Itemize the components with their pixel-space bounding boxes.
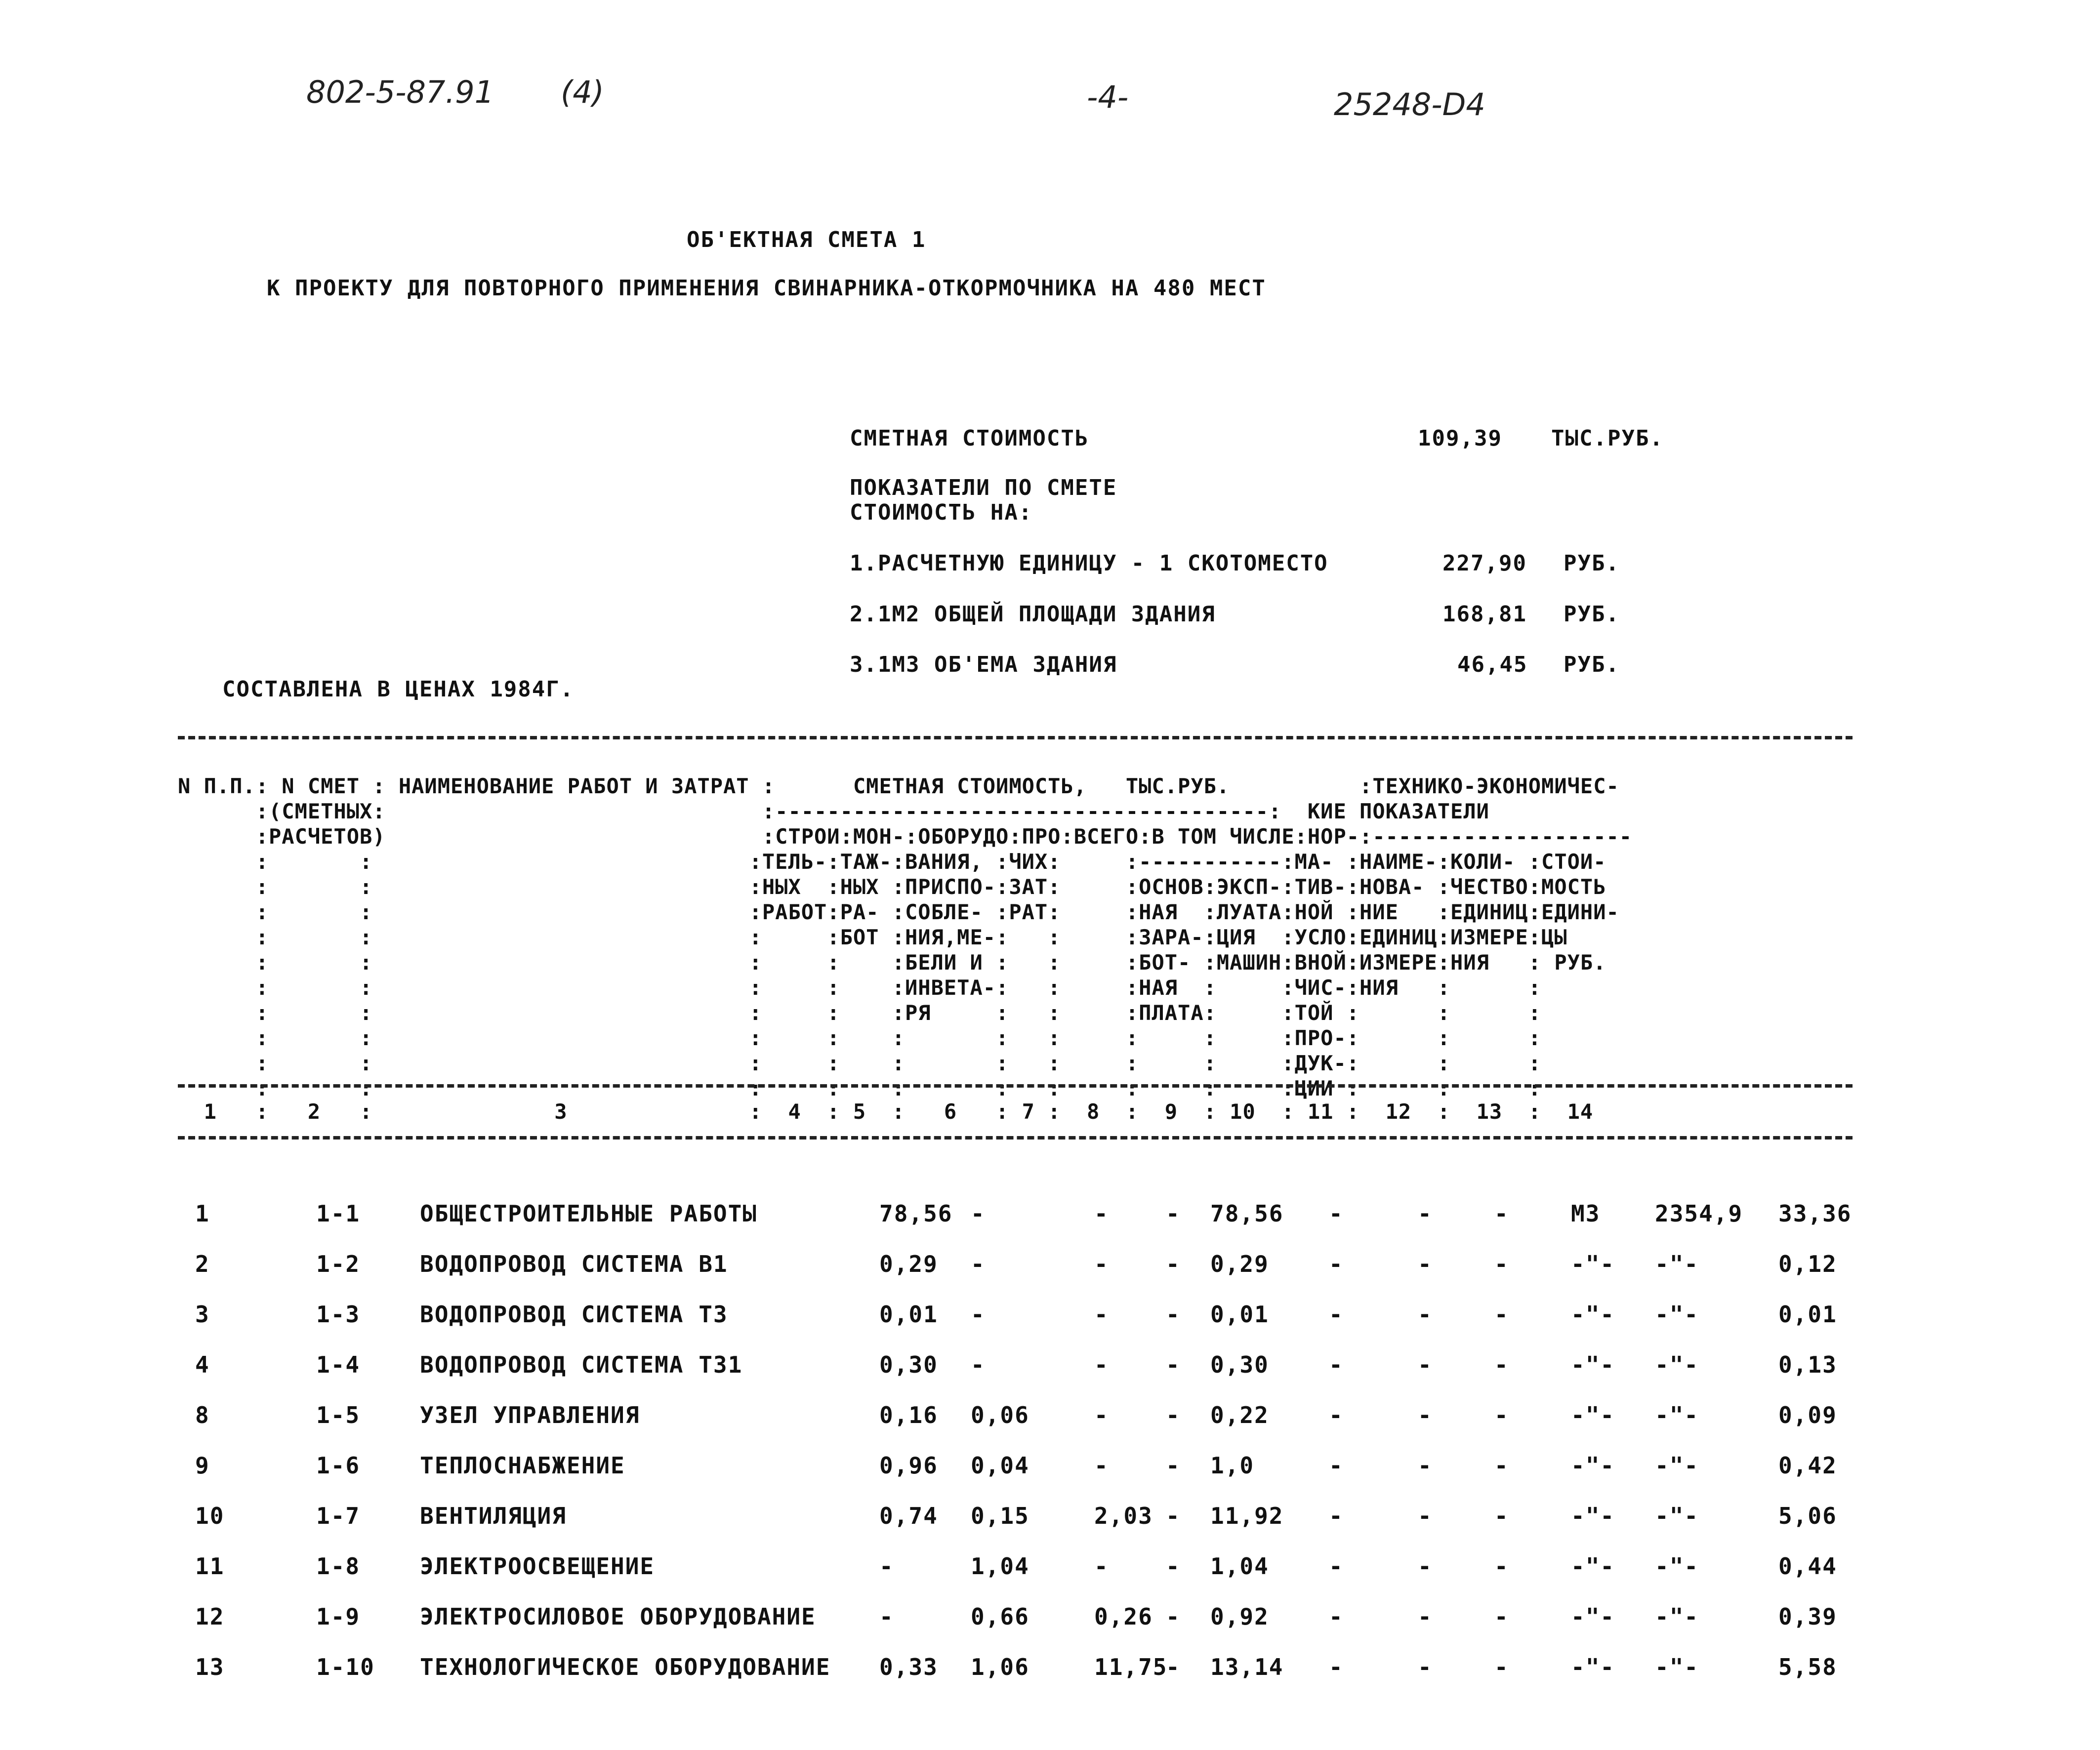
cell-c5: - bbox=[971, 1200, 986, 1227]
cell-n: 1 bbox=[195, 1200, 210, 1227]
cell-c11: - bbox=[1494, 1301, 1509, 1328]
cell-c10: - bbox=[1418, 1603, 1433, 1630]
cell-c7: - bbox=[1166, 1452, 1181, 1479]
header-line: : : : :БОТ :НИЯ,МЕ-: : :ЗАРА-:ЦИЯ :УСЛО:ЕДИНИЦ:ИЗМЕРЕ:ЦЫ bbox=[178, 925, 1567, 949]
cell-c12: -"- bbox=[1571, 1654, 1615, 1680]
cell-c14: 33,36 bbox=[1778, 1200, 1852, 1227]
cell-c9: - bbox=[1329, 1553, 1344, 1580]
cell-c5: - bbox=[971, 1251, 986, 1277]
cell-c14: 0,42 bbox=[1778, 1452, 1837, 1479]
cost-label: СМЕТНАЯ СТОИМОСТЬ bbox=[850, 426, 1089, 451]
cell-c11: - bbox=[1494, 1351, 1509, 1378]
cell-c14: 0,13 bbox=[1778, 1351, 1837, 1378]
cell-name: ЭЛЕКТРООСВЕЩЕНИЕ bbox=[420, 1553, 655, 1580]
handwritten-mark: (4) bbox=[561, 74, 604, 110]
cell-n: 10 bbox=[195, 1503, 225, 1529]
cell-c7: - bbox=[1166, 1351, 1181, 1378]
cost-unit: ТЫС.РУБ. bbox=[1551, 426, 1664, 451]
cell-c4: 0,33 bbox=[879, 1654, 938, 1680]
cell-c13: -"- bbox=[1655, 1654, 1699, 1680]
cell-c4: 0,29 bbox=[879, 1251, 938, 1277]
cell-c8: 1,04 bbox=[1210, 1553, 1269, 1580]
cell-c7: - bbox=[1166, 1200, 1181, 1227]
header-line: : : : : :РЯ : : :ПЛАТА: :ТОЙ : : : bbox=[178, 1001, 1542, 1025]
cell-c6: - bbox=[1094, 1402, 1109, 1428]
cell-c12: -"- bbox=[1571, 1251, 1615, 1277]
table-header-rule bbox=[178, 1084, 1853, 1088]
header-line: : : :РАБОТ:РА- :СОБЛЕ- :РАТ: :НАЯ :ЛУАТА:НОЙ :НИЕ :ЕДИНИЦ:ЕДИНИ- bbox=[178, 900, 1619, 924]
document-number: 25248-D4 bbox=[1334, 86, 1485, 122]
cell-name: ВЕНТИЛЯЦИЯ bbox=[420, 1503, 567, 1529]
cell-c6: - bbox=[1094, 1301, 1109, 1328]
cell-c4: 0,16 bbox=[879, 1402, 938, 1428]
cell-c4: - bbox=[879, 1553, 894, 1580]
cell-c9: - bbox=[1329, 1452, 1344, 1479]
cell-c13: -"- bbox=[1655, 1402, 1699, 1428]
cell-c8: 13,14 bbox=[1210, 1654, 1284, 1680]
indicator-label: 1.РАСЧЕТНУЮ ЕДИНИЦУ - 1 СКОТОМЕСТО bbox=[850, 551, 1328, 576]
indicator-unit: РУБ. bbox=[1564, 602, 1620, 627]
indicator-unit: РУБ. bbox=[1564, 551, 1620, 576]
cell-smeta: 1-7 bbox=[316, 1503, 361, 1529]
cell-c11: - bbox=[1494, 1402, 1509, 1428]
cell-c12: М3 bbox=[1571, 1200, 1601, 1227]
cell-n: 9 bbox=[195, 1452, 210, 1479]
cell-c12: -"- bbox=[1571, 1503, 1615, 1529]
cell-c13: -"- bbox=[1655, 1351, 1699, 1378]
cell-c11: - bbox=[1494, 1654, 1509, 1680]
cell-c13: -"- bbox=[1655, 1553, 1699, 1580]
cell-c6: 2,03 bbox=[1094, 1503, 1153, 1529]
cell-c10: - bbox=[1418, 1553, 1433, 1580]
cell-c9: - bbox=[1329, 1402, 1344, 1428]
cell-name: ЭЛЕКТРОСИЛОВОЕ ОБОРУДОВАНИЕ bbox=[420, 1603, 816, 1630]
header-line: :РАСЧЕТОВ) :СТРОИ:МОН-:ОБОРУДО:ПРО:ВСЕГО:В ТОМ ЧИСЛЕ:НОР-:-------------------- bbox=[178, 824, 1633, 849]
cell-smeta: 1-4 bbox=[316, 1351, 361, 1378]
cell-c10: - bbox=[1418, 1301, 1433, 1328]
cell-c8: 0,92 bbox=[1210, 1603, 1269, 1630]
cell-c12: -"- bbox=[1571, 1603, 1615, 1630]
cell-c7: - bbox=[1166, 1654, 1181, 1680]
cell-c6: 0,26 bbox=[1094, 1603, 1153, 1630]
cell-c11: - bbox=[1494, 1503, 1509, 1529]
cell-c6: 11,75 bbox=[1094, 1654, 1168, 1680]
cell-c11: - bbox=[1494, 1603, 1509, 1630]
cell-c13: -"- bbox=[1655, 1503, 1699, 1529]
table-top-rule bbox=[178, 736, 1853, 739]
cell-c9: - bbox=[1329, 1351, 1344, 1378]
page-number: -4- bbox=[1087, 79, 1129, 115]
cell-n: 2 bbox=[195, 1251, 210, 1277]
indicators-label-2: СТОИМОСТЬ НА: bbox=[850, 500, 1033, 525]
cell-c10: - bbox=[1418, 1351, 1433, 1378]
cell-c5: 1,04 bbox=[971, 1553, 1029, 1580]
header-line: N П.П.: N СМЕТ : НАИМЕНОВАНИЕ РАБОТ И ЗАТРАТ : СМЕТНАЯ СТОИМОСТЬ, ТЫС.РУБ. :ТЕХНИКО-ЭКОНОМИЧЕС- bbox=[178, 774, 1619, 798]
cell-c12: -"- bbox=[1571, 1553, 1615, 1580]
indicator-label: 2.1М2 ОБЩЕЙ ПЛОЩАДИ ЗДАНИЯ bbox=[850, 602, 1216, 627]
cost-value: 109,39 bbox=[1418, 426, 1502, 451]
cell-name: УЗЕЛ УПРАВЛЕНИЯ bbox=[420, 1402, 640, 1428]
cell-c7: - bbox=[1166, 1553, 1181, 1580]
cell-c5: 1,06 bbox=[971, 1654, 1029, 1680]
table-header bbox=[178, 748, 1632, 1126]
indicator-unit: РУБ. bbox=[1564, 652, 1620, 677]
cell-c4: 0,74 bbox=[879, 1503, 938, 1529]
indicator-value: 46,45 bbox=[1457, 652, 1528, 677]
cell-c11: - bbox=[1494, 1251, 1509, 1277]
cell-c10: - bbox=[1418, 1200, 1433, 1227]
cell-smeta: 1-6 bbox=[316, 1452, 361, 1479]
header-line: : : : : :БЕЛИ И : : :БОТ- :МАШИН:ВНОЙ:ИЗМЕРЕ:НИЯ : РУБ. bbox=[178, 950, 1606, 975]
cell-c14: 0,44 bbox=[1778, 1553, 1837, 1580]
cell-c9: - bbox=[1329, 1603, 1344, 1630]
cell-n: 4 bbox=[195, 1351, 210, 1378]
cell-c6: - bbox=[1094, 1251, 1109, 1277]
cell-c8: 0,29 bbox=[1210, 1251, 1269, 1277]
cell-c7: - bbox=[1166, 1251, 1181, 1277]
cell-name: ОБЩЕСТРОИТЕЛЬНЫЕ РАБОТЫ bbox=[420, 1200, 757, 1227]
cell-c12: -"- bbox=[1571, 1301, 1615, 1328]
cell-c5: - bbox=[971, 1351, 986, 1378]
cell-smeta: 1-1 bbox=[316, 1200, 361, 1227]
cell-c5: 0,15 bbox=[971, 1503, 1029, 1529]
indicators-label: ПОКАЗАТЕЛИ ПО СМЕТЕ bbox=[850, 475, 1117, 500]
cell-c10: - bbox=[1418, 1452, 1433, 1479]
header-line: :(СМЕТНЫХ: :--------------------------------------: КИЕ ПОКАЗАТЕЛИ bbox=[178, 799, 1489, 823]
cell-c8: 0,01 bbox=[1210, 1301, 1269, 1328]
cell-c4: 0,30 bbox=[879, 1351, 938, 1378]
header-line: : : : : :ИНВЕТА-: : :НАЯ : :ЧИС-:НИЯ : : bbox=[178, 976, 1542, 1000]
cell-c14: 5,06 bbox=[1778, 1503, 1837, 1529]
cell-c9: - bbox=[1329, 1654, 1344, 1680]
cell-c6: - bbox=[1094, 1200, 1109, 1227]
cell-n: 11 bbox=[195, 1553, 225, 1580]
cell-c6: - bbox=[1094, 1452, 1109, 1479]
cell-c11: - bbox=[1494, 1452, 1509, 1479]
cell-smeta: 1-8 bbox=[316, 1553, 361, 1580]
header-line: : : : : : : : : : :ПРО-: : : bbox=[178, 1026, 1542, 1050]
header-line: : : :ТЕЛЬ-:ТАЖ-:ВАНИЯ, :ЧИХ: :-----------:МА- :НАИМЕ-:КОЛИ- :СТОИ- bbox=[178, 850, 1606, 874]
cell-n: 3 bbox=[195, 1301, 210, 1328]
cell-c7: - bbox=[1166, 1402, 1181, 1428]
cell-name: ТЕПЛОСНАБЖЕНИЕ bbox=[420, 1452, 625, 1479]
cell-c4: 78,56 bbox=[879, 1200, 953, 1227]
cell-c14: 5,58 bbox=[1778, 1654, 1837, 1680]
cell-c7: - bbox=[1166, 1301, 1181, 1328]
cell-c14: 0,09 bbox=[1778, 1402, 1837, 1428]
cell-c14: 0,01 bbox=[1778, 1301, 1837, 1328]
page-title: ОБ'ЕКТНАЯ СМЕТА 1 bbox=[687, 227, 926, 252]
cell-c4: - bbox=[879, 1603, 894, 1630]
page-subtitle: К ПРОЕКТУ ДЛЯ ПОВТОРНОГО ПРИМЕНЕНИЯ СВИНАРНИКА-ОТКОРМОЧНИКА НА 480 МЕСТ bbox=[267, 276, 1266, 301]
cell-c6: - bbox=[1094, 1553, 1109, 1580]
table-numbers-rule bbox=[178, 1136, 1853, 1140]
cell-c12: -"- bbox=[1571, 1452, 1615, 1479]
cell-c8: 1,0 bbox=[1210, 1452, 1255, 1479]
header-line: : : : : : : : : : :ЦИИ : : : bbox=[178, 1076, 1542, 1100]
cell-smeta: 1-10 bbox=[316, 1654, 375, 1680]
cell-c7: - bbox=[1166, 1603, 1181, 1630]
cell-n: 8 bbox=[195, 1402, 210, 1428]
cell-c13: -"- bbox=[1655, 1452, 1699, 1479]
cell-c6: - bbox=[1094, 1351, 1109, 1378]
cell-c13: -"- bbox=[1655, 1301, 1699, 1328]
column-numbers: 1 : 2 : 3 : 4 : 5 : 6 : 7 : 8 : 9 : 10 : 11 : 12 : 13 : 14 bbox=[178, 1099, 1594, 1124]
cell-c8: 78,56 bbox=[1210, 1200, 1284, 1227]
cell-c10: - bbox=[1418, 1654, 1433, 1680]
header-line: : : :НЫХ :НЫХ :ПРИСПО-:ЗАТ: :ОСНОВ:ЭКСП-:ТИВ-:НОВА- :ЧЕСТВО:МОСТЬ bbox=[178, 875, 1606, 899]
cell-c5: - bbox=[971, 1301, 986, 1328]
cell-c7: - bbox=[1166, 1503, 1181, 1529]
cell-name: ТЕХНОЛОГИЧЕСКОЕ ОБОРУДОВАНИЕ bbox=[420, 1654, 831, 1680]
cell-smeta: 1-2 bbox=[316, 1251, 361, 1277]
cell-c5: 0,06 bbox=[971, 1402, 1029, 1428]
cell-name: ВОДОПРОВОД СИСТЕМА Т3 bbox=[420, 1301, 728, 1328]
indicator-label: 3.1М3 ОБ'ЕМА ЗДАНИЯ bbox=[850, 652, 1117, 677]
cell-c10: - bbox=[1418, 1503, 1433, 1529]
cell-c12: -"- bbox=[1571, 1402, 1615, 1428]
cell-smeta: 1-9 bbox=[316, 1603, 361, 1630]
cell-c9: - bbox=[1329, 1503, 1344, 1529]
cell-c13: -"- bbox=[1655, 1251, 1699, 1277]
cell-name: ВОДОПРОВОД СИСТЕМА Т31 bbox=[420, 1351, 743, 1378]
cell-c9: - bbox=[1329, 1301, 1344, 1328]
header-line: : : : : : : : : : :ДУК-: : : bbox=[178, 1051, 1542, 1075]
cell-c5: 0,66 bbox=[971, 1603, 1029, 1630]
cell-c14: 0,39 bbox=[1778, 1603, 1837, 1630]
cell-c12: -"- bbox=[1571, 1351, 1615, 1378]
cell-c14: 0,12 bbox=[1778, 1251, 1837, 1277]
cell-n: 13 bbox=[195, 1654, 225, 1680]
prices-note: СОСТАВЛЕНА В ЦЕНАХ 1984Г. bbox=[222, 677, 575, 702]
cell-c9: - bbox=[1329, 1200, 1344, 1227]
cell-c8: 0,30 bbox=[1210, 1351, 1269, 1378]
cell-smeta: 1-5 bbox=[316, 1402, 361, 1428]
cell-c4: 0,96 bbox=[879, 1452, 938, 1479]
cell-c9: - bbox=[1329, 1251, 1344, 1277]
cell-c5: 0,04 bbox=[971, 1452, 1029, 1479]
cell-c8: 11,92 bbox=[1210, 1503, 1284, 1529]
cell-c10: - bbox=[1418, 1251, 1433, 1277]
cell-c13: -"- bbox=[1655, 1603, 1699, 1630]
indicator-value: 227,90 bbox=[1442, 551, 1527, 576]
cell-c11: - bbox=[1494, 1200, 1509, 1227]
cell-c10: - bbox=[1418, 1402, 1433, 1428]
cell-c4: 0,01 bbox=[879, 1301, 938, 1328]
cell-name: ВОДОПРОВОД СИСТЕМА В1 bbox=[420, 1251, 728, 1277]
cell-c11: - bbox=[1494, 1553, 1509, 1580]
handwritten-code: 802-5-87.91 bbox=[306, 74, 494, 110]
cell-n: 12 bbox=[195, 1603, 225, 1630]
indicator-value: 168,81 bbox=[1442, 602, 1527, 627]
cell-c8: 0,22 bbox=[1210, 1402, 1269, 1428]
cell-smeta: 1-3 bbox=[316, 1301, 361, 1328]
cell-c13: 2354,9 bbox=[1655, 1200, 1743, 1227]
